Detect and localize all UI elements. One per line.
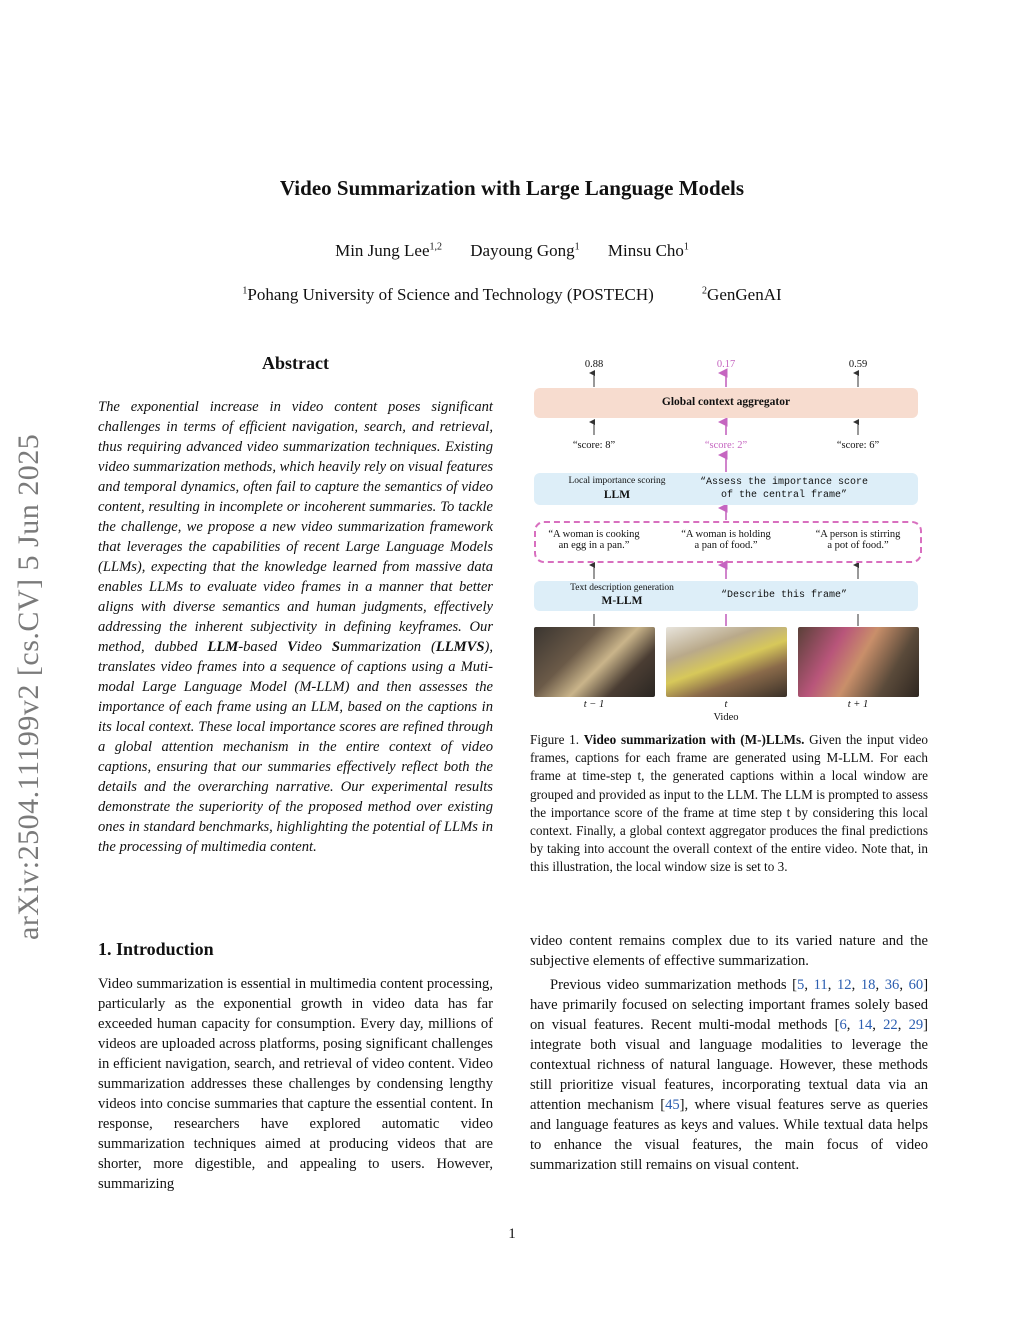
score-t: 0.17	[716, 359, 736, 370]
paragraph: video content remains complex due to its varied nature and the subjective elements of effective summarization.	[530, 933, 928, 969]
abstract-body: The exponential increase in video content poses significant challenges in terms of efficient navigation, search, and retrieval, thus requiring advanced video summarization techniques. Existing video summarization methods, which heavily rely on visual features and temporal dynamics, often fail to capture the semantics of video content, resulting in incomplete or incoherent summaries. To tackle the challenge, we propose a new video summarization framework that leverages the capabilities of recent Large Language Models (LLMs), expecting that the knowledge learned from massive data enables LLMs to evaluate video frames in a manner that better aligns with diverse semantics and human judgments, effectively addressing the inherent subjectivity in defining keyframes. Our method, dubbed LLM-based Video Summarization (LLMVS), translates video frames into a sequence of captions using a Muti-modal Large Language Model (M-LLM) and then assesses the importance of each frame using an LLM, based on the captions in its local context. These local importance scores are refined through a global attention mechanism in the entire context of video captions, ensuring that our summaries effectively reflect both the details and the overarching narrative. Our experimental results demonstrate the superiority of the proposed method over existing ones in standard benchmarks, highlighting the potential of LLMs in the processing of multimedia content.	[98, 399, 494, 855]
introduction-left-column: Video summarization is essential in multimedia content processing, particularly as the exponential growth in video data has far exceeded human capacity for consumption. Every day, millions of videos are uploaded across platforms, posing significant challenges in efficient navigation, search, and retrieval of video content. Video summarization addresses these challenges by condensing lengthy videos into concise summaries that capture the essential content. In response, researchers have explored automatic video summarization techniques aimed at producing videos that are shorter, more digestible, and appealing to users. However, summarizing	[98, 976, 493, 1192]
author: Minsu Cho$^1$	[607, 241, 689, 260]
paragraph: Previous video summarization methods [5, 11, 12, 18, 36, 60] have primarily focused on selecting important frames solely based on visual features. Recent multi-modal methods [6, 14, 22, 29] integrate both visual and language modalities to leverage the contextual richness of natural language. However, these methods still prioritize visual features, incorporating textual data via an attention mechanism [45], where visual features serve as queries and language features as keys and values. While textual data helps to enhance the visual features, the main focus of video summarization still remains on visual content.	[530, 977, 929, 1173]
video-label: Video	[713, 712, 739, 723]
figure-1-caption: Figure 1. Video summarization with (M-)LLMs. Given the input video frames, captions for each frame are generated using M-LLM. For each frame at time-step t, the generated captions within a local window are grouped and provided as input to the LLM. The LLM is prompted to assess the importance score of the frame at time step t by considering this local context. Finally, a global context aggregator produces the final predictions by taking into account the overall context of the entire video. Note that, in this illustration, the local window size is set to 3.	[530, 732, 929, 875]
video-frame-t-plus-1	[798, 627, 919, 697]
citation-link[interactable]: 12	[836, 977, 852, 993]
video-frame-t	[666, 627, 787, 697]
figure-1	[530, 355, 928, 725]
frame-label-t-plus-1: t + 1	[847, 699, 869, 710]
affiliation: $^1$Pohang University of Science and Technology (POSTECH)	[242, 285, 654, 304]
paper-title: Video Summarization with Large Language Models	[279, 176, 745, 200]
score-t-plus-1: 0.59	[848, 359, 868, 370]
score-t-minus-1: 0.88	[584, 359, 604, 370]
citation-link[interactable]: 45	[665, 1097, 680, 1113]
mllm-label: M-LLM	[601, 595, 643, 607]
llm-score-t-plus-1: “score: 6”	[836, 440, 880, 451]
text-description-generation-module	[534, 581, 918, 611]
aggregator-label: Global context aggregator	[661, 396, 791, 408]
abstract-heading: Abstract	[262, 353, 329, 373]
citation-link[interactable]: 36	[884, 977, 900, 993]
introduction-right-column	[530, 931, 928, 1175]
llm-score-t: “score: 2”	[704, 440, 748, 451]
citation-link[interactable]: 5	[797, 977, 805, 993]
caption-t-plus-1: “A person is stirring a pot of food.”	[815, 529, 901, 551]
author: Dayoung Gong$^1$	[470, 241, 580, 260]
llm-score-t-minus-1: “score: 8”	[572, 440, 616, 451]
citation-link[interactable]: 14	[857, 1017, 873, 1033]
affiliation-list	[0, 285, 1024, 305]
video-frame-t-minus-1	[534, 627, 655, 697]
frame-label-t: t	[724, 699, 728, 710]
page-number: 1	[508, 1226, 516, 1242]
citation-link[interactable]: 22	[883, 1017, 898, 1033]
citation-link[interactable]: 11	[813, 977, 828, 993]
mllm-prompt: “Describe this frame”	[720, 590, 848, 601]
global-context-aggregator	[534, 388, 918, 418]
arxiv-identifier: arXiv:2504.11199v2 [cs.CV] 5 Jun 2025	[12, 433, 45, 940]
author-list	[0, 241, 1024, 261]
llm-label: LLM	[603, 489, 631, 501]
caption-t: “A woman is holding a pan of food.”	[681, 529, 771, 551]
caption-t-minus-1: “A woman is cooking an egg in a pan.”	[548, 529, 640, 551]
section-heading-introduction: 1. Introduction	[98, 939, 214, 959]
citation-link[interactable]: 6	[839, 1017, 847, 1033]
frame-label-t-minus-1: t − 1	[583, 699, 605, 710]
text-gen-label: Text description generation	[570, 583, 674, 593]
citation-link[interactable]: 29	[908, 1017, 924, 1033]
local-importance-scoring-module	[534, 473, 918, 505]
citation-link[interactable]: 60	[908, 977, 924, 993]
author: Min Jung Lee$^{1,2}$	[335, 241, 443, 260]
citation-link[interactable]: 18	[860, 977, 876, 993]
affiliation: $^2$GenGenAI	[702, 285, 782, 304]
llm-prompt-line-2: of the central frame”	[720, 490, 848, 501]
local-scoring-label: Local importance scoring	[568, 476, 666, 486]
llm-prompt-line-1: “Assess the importance score	[699, 477, 869, 488]
